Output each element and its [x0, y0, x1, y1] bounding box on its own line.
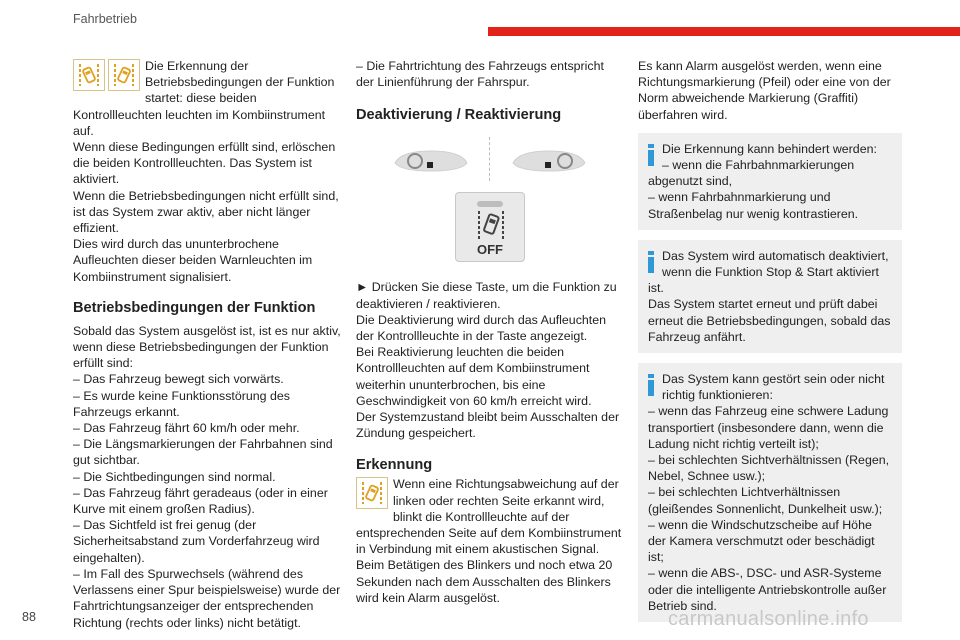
condition-item: – Das Fahrzeug fährt geradeaus (oder in einer Kurve mit einem großen Radius). [73, 485, 328, 517]
conditions-intro: Sobald das System ausgelöst ist, ist es nur aktiv, wenn diese Betriebsbedingungen der Funktion erfüllt sind: [73, 323, 341, 371]
info-item: – wenn Fahrbahnmarkierung und Straßenbelag nur wenig kontrastieren. [648, 190, 859, 221]
info-icon [648, 251, 654, 275]
lane-departure-right-warning-icon [108, 59, 140, 91]
info-item: – wenn das Fahrzeug eine schwere Ladung transportiert (insbesondere dann, wenn die Ladung nicht richtig verteilt ist); [648, 404, 889, 451]
detection-text: Wenn eine Richtungsabweichung auf der linken oder rechten Seite erkannt wird, blinkt die Kontrollleuchte auf der entsprechenden Seite auf dem Kombiinstrument in Verbindung mit einem akustischen Signal. [356, 477, 622, 557]
heading-deactivation: Deaktivierung / Reaktivierung [356, 107, 562, 124]
heading-operating-conditions: Betriebsbedingungen der Funktion [73, 299, 316, 316]
info-lead: Die Erkennung kann behindert werden: [662, 141, 877, 156]
mirror-steering-right-icon [509, 141, 589, 177]
condition-item: – Die Sichtbedingungen sind normal. [73, 469, 276, 484]
info-item: – bei schlechten Lichtverhältnissen (gleißendes Sonnenlicht, Dunkelheit usw.); [648, 485, 883, 516]
condition-item: – Es wurde keine Funktionsstörung des Fahrzeugs erkannt. [73, 388, 290, 419]
info-box-disturbance [638, 363, 902, 622]
alarm-text: Es kann Alarm ausgelöst werden, wenn eine Richtungsmarkierung (Pfeil) oder eine von der Norm abweichende Markierung (Graffiti) überfahren wird. [638, 59, 891, 122]
condition-item: – Im Fall des Spurwechsels (während des Verlassens einer Spur beispielsweise) wurde der Fahrtrichtungsanzeiger der entsprechenden Richtung (rechts oder links) nicht betätigt. [73, 566, 341, 630]
condition-item: – Das Fahrzeug fährt 60 km/h oder mehr. [73, 421, 300, 436]
heading-detection: Erkennung [356, 457, 433, 474]
condition-item: – Das Fahrzeug bewegt sich vorwärts. [73, 372, 284, 387]
paragraph: Der Systemzustand bleibt beim Ausschalten der Zündung gespeichert. [356, 410, 620, 441]
column-middle [356, 58, 624, 606]
lane-off-button[interactable] [455, 192, 525, 262]
paragraph: Die Deaktivierung wird durch das Aufleuchten der Kontrollleuchte in der Taste angezeigt. [356, 312, 607, 344]
direction-condition: – Die Fahrtrichtung des Fahrzeugs entspricht der Linienführung der Fahrspur. [356, 59, 604, 90]
column-right [638, 58, 902, 622]
condition-item: – Die Längsmarkierungen der Fahrbahnen sind gut sichtbar. [73, 437, 333, 468]
intro-line-1: Wenn diese Bedingungen erfüllt sind, erlöschen die beiden Kontrollleuchten. Das System ist aktiviert. [73, 140, 336, 187]
divider-dashed [489, 137, 491, 181]
info-item: Das System startet erneut und prüft dabei erneut die Betriebsbedingungen, sobald das Fahrzeug anfährt. [648, 297, 891, 344]
lane-off-button-icon [471, 209, 511, 241]
button-indicator-light [477, 201, 503, 207]
info-lead: Das System wird automatisch deaktiviert, wenn die Funktion Stop & Start aktiviert ist. [648, 248, 889, 296]
mirror-steering-left-icon [391, 141, 471, 177]
info-icon [648, 144, 654, 168]
detection-more: Beim Betätigen des Blinkers und noch etwa 20 Sekunden nach dem Ausschalten des Blinkers wird kein Alarm ausgelöst. [356, 558, 613, 605]
warning-lights-pair [73, 59, 140, 91]
lane-departure-left-warning-icon [73, 59, 105, 91]
info-item: – wenn die Fahrbahnmarkierungen abgenutzt sind, [648, 158, 855, 189]
section-label: Fahrbetrieb [73, 12, 137, 26]
mirror-illustration [356, 134, 624, 184]
instruction-text: ► Drücken Sie diese Taste, um die Funktion zu deaktivieren / reaktivieren. [356, 280, 617, 311]
lane-departure-warning-icon [356, 477, 388, 509]
paragraph: Bei Reaktivierung leuchten die beiden Kontrollleuchten auf dem Kombiinstrument weiterhin ununterbrochen, bis eine Geschwindigkeit von 60 km/h erreicht wird. [356, 345, 592, 408]
intro-line-3: Dies wird durch das ununterbrochene Aufleuchten dieser beiden Warnleuchten im Kombiinstrument signalisiert. [73, 237, 313, 284]
off-label: OFF [477, 242, 503, 258]
watermark: carmanualsonline.info [668, 608, 869, 630]
info-box-auto-deactivation [638, 240, 902, 353]
info-item: – bei schlechten Sichtverhältnissen (Regen, Nebel, Schnee usw.); [648, 453, 890, 484]
header-accent-bar [488, 27, 960, 36]
condition-item: – Das Sichtfeld ist frei genug (der Sicherheitsabstand zum Vorderfahrzeug wird eingehalten). [73, 518, 320, 565]
info-item: – wenn die ABS-, DSC- und ASR-Systeme oder die intelligente Antriebskontrolle außer Betrieb sind. [648, 566, 887, 613]
intro-text: Die Erkennung der Betriebsbedingungen der Funktion startet: diese beiden Kontrollleuchten leuchten im Kombiinstrument auf. [73, 59, 335, 138]
info-lead: Das System kann gestört sein oder nicht richtig funktionieren: [662, 372, 885, 403]
info-item: – wenn die Windschutzscheibe auf Höhe der Kamera verschmutzt oder beschädigt ist; [648, 517, 875, 565]
info-icon [648, 374, 654, 398]
info-box-detection [638, 133, 902, 230]
page-number: 88 [22, 610, 36, 624]
column-left [73, 58, 341, 631]
intro-line-2: Wenn die Betriebsbedingungen nicht erfüllt sind, ist das System zwar aktiv, aber nicht länger effizient. [73, 188, 339, 236]
